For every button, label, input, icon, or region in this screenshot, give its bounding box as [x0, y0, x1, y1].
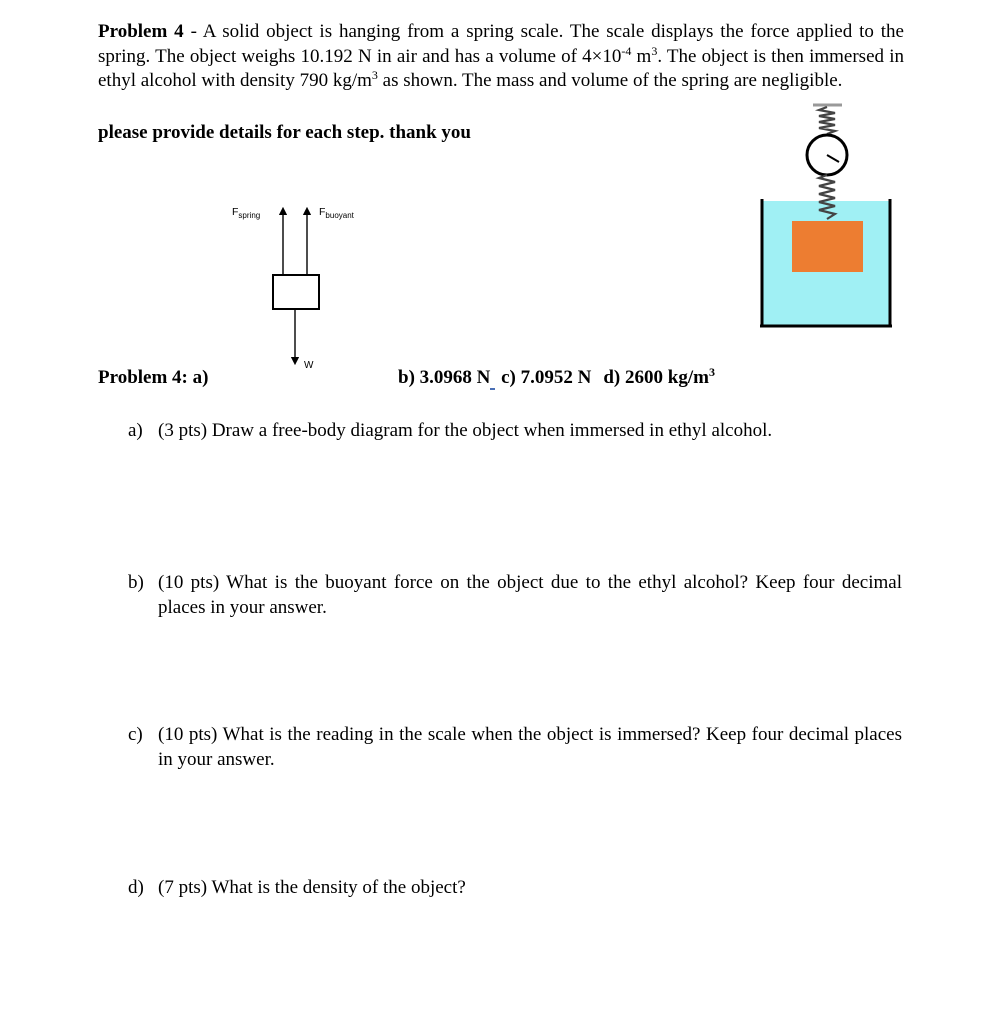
problem-text-4: as shown. The mass and volume of the spring are negligible. — [377, 70, 843, 91]
problem-text-1: A solid object is hanging from a spring scale. The scale displays the force applied to the spring. The object weighs 10.192 N in air and has a volume of 4×10 — [98, 21, 904, 67]
immersion-illustration — [755, 98, 897, 333]
question-a-text: (3 pts) Draw a free-body diagram for the object when immersed in ethyl alcohol. — [158, 420, 773, 441]
answer-d-exponent: 3 — [708, 365, 715, 379]
problem-statement — [98, 20, 904, 94]
weight-label: W — [304, 360, 314, 371]
question-a-label: a) — [128, 420, 143, 441]
answer-b-label: b) 3.0968 N — [398, 367, 491, 388]
volume-unit-exponent: 3 — [651, 43, 658, 58]
answer-b-underline — [490, 367, 495, 390]
answer-c-label: c) 7.0952 N — [501, 367, 592, 388]
answers-values — [398, 367, 715, 389]
problem-text-2: m — [631, 45, 652, 67]
question-c-label: c) — [128, 724, 143, 745]
question-d-text: (7 pts) What is the density of the object? — [158, 877, 466, 898]
question-b — [128, 571, 902, 620]
question-c — [128, 723, 902, 772]
volume-exponent: -4 — [621, 43, 632, 58]
answers-label: Problem 4: a) — [98, 367, 209, 388]
buoyant-force-label: $F_{buoyant}$ — [319, 206, 354, 220]
question-a — [128, 419, 902, 444]
spring-force-label: $F_{spring}$ — [232, 206, 261, 220]
question-d-label: d) — [128, 877, 144, 898]
question-b-label: b) — [128, 572, 144, 593]
question-c-text: (10 pts) What is the reading in the scale when the object is immersed? Keep four decimal places in your answer. — [158, 724, 902, 770]
object-box — [273, 275, 319, 309]
question-b-text: (10 pts) What is the buoyant force on the object due to the ethyl alcohol? Keep four decimal places in your answer. — [158, 572, 902, 618]
spring-upper — [819, 107, 835, 134]
problem-heading: Problem 4 — [98, 21, 184, 42]
density-unit-exponent: 3 — [371, 68, 378, 82]
problem-text-3: . The object is then immersed in ethyl alcohol with density 790 kg/m — [98, 45, 904, 91]
heading-dash: - — [183, 21, 203, 42]
request-line: please provide details for each step. thank you — [98, 122, 471, 143]
question-d — [128, 876, 902, 901]
answer-d-label: d) 2600 kg/m — [603, 367, 709, 388]
free-body-diagram — [220, 195, 390, 380]
immersed-object — [792, 221, 863, 272]
